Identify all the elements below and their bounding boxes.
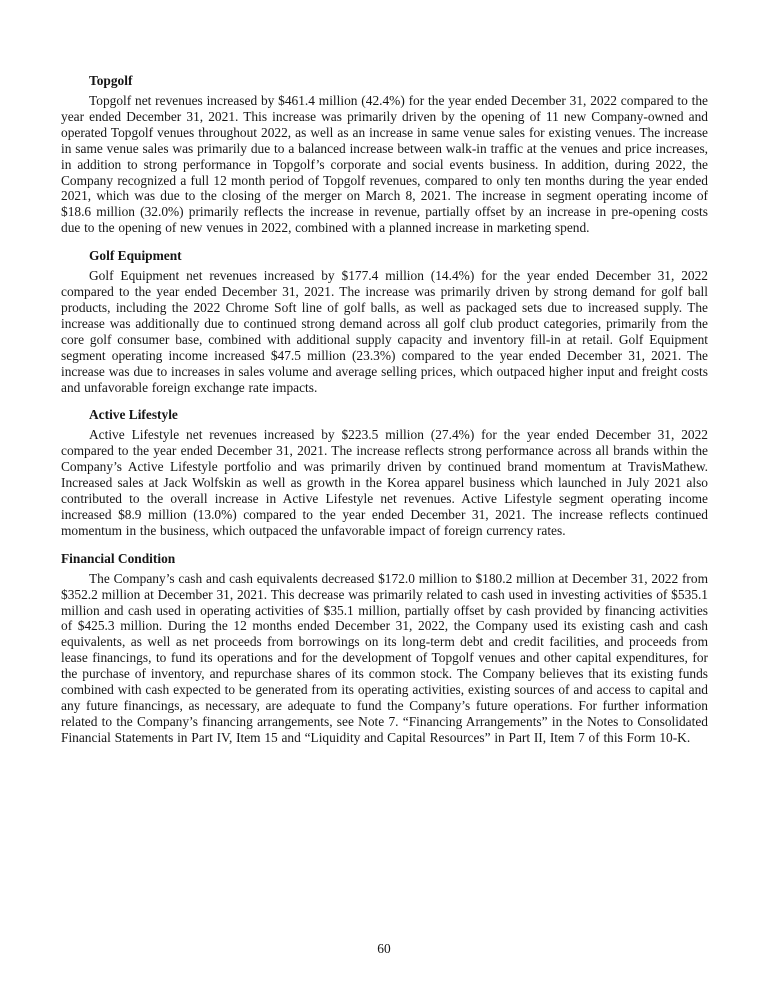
section-paragraph-topgolf: Topgolf net revenues increased by $461.4 million (42.4%) for the year ended December 31, 2022 compared to the year ended December 31, 2021. This increase was primarily driven by the opening of 11 new Company-owned and operated Topgolf venues throughout 2022, as well as an increase in same venue sales for existing venues. The increase in same venue sales was primarily due to a balanced increase between walk-in traffic at the venues and price increases, in addition to strong performance in Topgolf’s corporate and social events business. In addition, during 2022, the Company recognized a full 12 month period of Topgolf revenues, compared to only ten months during the year ended 2021, which was due to the closing of the merger on March 8, 2021. The increase in segment operating income of $18.6 million (32.0%) primarily reflects the increase in revenue, partially offset by an increase in pre-opening costs due to the opening of new venues in 2022, combined with a planned increase in marketing spend. xyxy=(61,93,708,236)
document-content xyxy=(61,73,708,746)
section-heading-golf-equipment: Golf Equipment xyxy=(89,248,182,264)
section-paragraph-golf-equipment: Golf Equipment net revenues increased by $177.4 million (14.4%) for the year ended December 31, 2022 compared to the year ended December 31, 2021. The increase was primarily driven by strong demand for golf ball products, including the 2022 Chrome Soft line of golf balls, as well as packaged sets due to increased supply. The increase was additionally due to continued strong demand across all golf club product categories, primarily from the core golf consumer base, combined with additional supply capacity and inventory fill-in at retail. Golf Equipment segment operating income increased $47.5 million (23.3%) compared to the year ended December 31, 2021. The increase was due to increases in sales volume and average selling prices, which outpaced higher input and freight costs and unfavorable foreign exchange rate impacts. xyxy=(61,268,708,395)
page-number: 60 xyxy=(377,941,391,956)
section-paragraph-financial-condition: The Company’s cash and cash equivalents decreased $172.0 million to $180.2 million at December 31, 2022 from $352.2 million at December 31, 2021. This decrease was primarily related to cash used in investing activities of $535.1 million and cash used in operating activities of $35.1 million, partially offset by cash provided by financing activities of $425.3 million. During the 12 months ended December 31, 2022, the Company used its existing cash and cash equivalents, as well as net proceeds from borrowings on its long-term debt and credit facilities, and proceeds from lease financings, to fund its operations and for the development of Topgolf venues and other capital expenditures, for the purchase of inventory, and repurchase shares of its common stock. The Company believes that its existing funds combined with cash expected to be generated from its operating activities, existing sources of and access to capital and any future financings, as necessary, are adequate to fund the Company’s future operations. For further information related to the Company’s financing arrangements, see Note 7. “Financing Arrangements” in the Notes to Consolidated Financial Statements in Part IV, Item 15 and “Liquidity and Capital Resources” in Part II, Item 7 of this Form 10-K. xyxy=(61,570,708,745)
section-heading-active-lifestyle: Active Lifestyle xyxy=(89,407,178,423)
section-paragraph-active-lifestyle: Active Lifestyle net revenues increased by $223.5 million (27.4%) for the year ended December 31, 2022 compared to the year ended December 31, 2021. The increase reflects strong performance across all brands within the Company’s Active Lifestyle portfolio and was primarily driven by continued brand momentum at TravisMathew. Increased sales at Jack Wolfskin as well as growth in the Korea apparel business which launched in July 2021 also contributed to the overall increase in Active Lifestyle net revenues. Active Lifestyle segment operating income increased $8.9 million (13.0%) compared to the year ended December 31, 2021. The increase reflects continued momentum in the business, which outpaced the unfavorable impact of foreign currency rates. xyxy=(61,427,708,538)
section-heading-topgolf: Topgolf xyxy=(89,73,133,88)
section-heading-financial-condition: Financial Condition xyxy=(61,550,176,566)
